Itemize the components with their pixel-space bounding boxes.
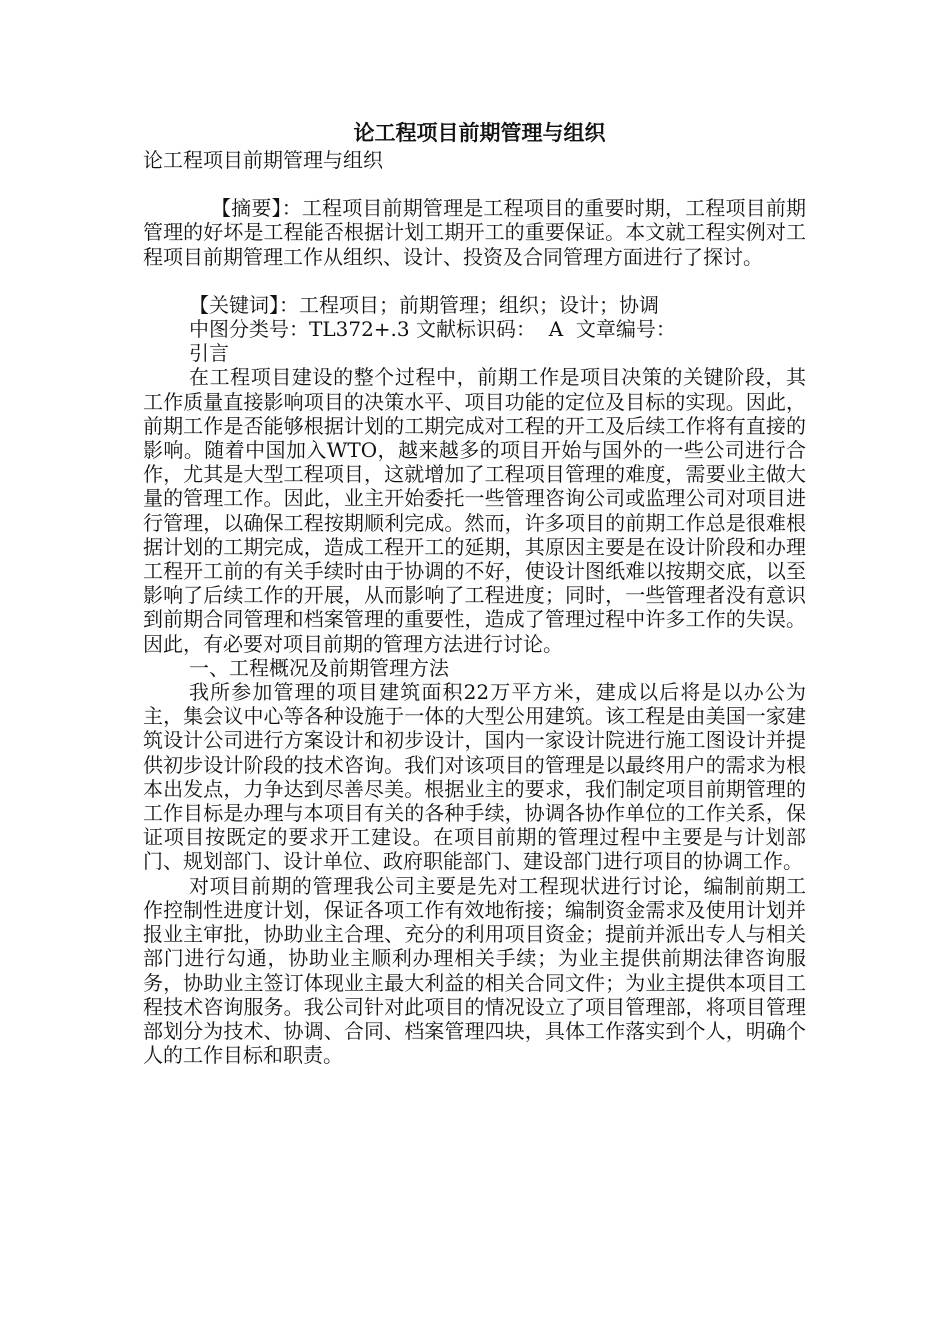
section1-paragraph-2: 对项目前期的管理我公司主要是先对工程现状进行讨论，编制前期工作控制性进度计划，保证各项工作有效地衔接；编制资金需求及使用计划并报业主审批，协助业主合理、充分的利用项目资金；提前并派出专人与相关部门进行勾通，协助业主顺利办理相关手续；为业主提供前期法律咨询服务，协助业主签订体现业主最大利益的相关合同文件；为业主提供本项目工程技术咨询服务。我公司针对此项目的情况设立了项目管理部，将项目管理部划分为技术、协调、合同、档案管理四块，具体工作落实到个人，明确个人的工作目标和职责。 — [143, 873, 806, 1068]
spacer — [143, 172, 806, 196]
section1-heading: 一、工程概况及前期管理方法 — [189, 655, 449, 680]
document-page — [143, 118, 806, 1067]
intro-heading: 引言 — [189, 341, 229, 366]
document-subtitle: 论工程项目前期管理与组织 — [143, 148, 383, 172]
intro-paragraph: 在工程项目建设的整个过程中，前期工作是项目决策的关键阶段，其工作质量直接影响项目的决策水平、项目功能的定位及目标的实现。因此，前期工作是否能够根据计划的工期完成对工程的开工及后续工作将有直接的影响。随着中国加入WTO，越来越多的项目开始与国外的一些公司进行合作，尤其是大型工程项目，这就增加了工程项目管理的难度，需要业主做大量的管理工作。因此，业主开始委托一些管理咨询公司或监理公司对项目进行管理，以确保工程按期顺利完成。然而，许多项目的前期工作总是很难根据计划的工期完成，造成工程开工的延期，其原因主要是在设计阶段和办理工程开工前的有关手续时由于协调的不好，使设计图纸难以按期交底，以至影响了后续工作的开展，从而影响了工程进度；同时，一些管理者没有意识到前期合同管理和档案管理的重要性，造成了管理过程中许多工作的失误。因此，有必要对项目前期的管理方法进行讨论。 — [143, 365, 806, 656]
document-title: 论工程项目前期管理与组织 — [353, 120, 606, 145]
classification-line: 中图分类号：TL372+.3 文献标识码： A 文章编号： — [189, 317, 676, 342]
keywords-line: 【关键词】：工程项目；前期管理；组织；设计；协调 — [189, 292, 659, 317]
abstract-paragraph: 【摘要】：工程项目前期管理是工程项目的重要时期，工程项目前期管理的好坏是工程能否根据计划工期开工的重要保证。本文就工程实例对工程项目前期管理工作从组织、设计、投资及合同管理方面进行了探讨。 — [143, 196, 806, 269]
spacer — [143, 269, 806, 293]
section1-paragraph-1: 我所参加管理的项目建筑面积22万平方米，建成以后将是以办公为主，集会议中心等各种设施于一体的大型公用建筑。该工程是由美国一家建筑设计公司进行方案设计和初步设计，国内一家设计院进行施工图设计并提供初步设计阶段的技术咨询。我们对该项目的管理是以最终用户的需求为根本出发点，力争达到尽善尽美。根据业主的要求，我们制定项目前期管理的工作目标是办理与本项目有关的各种手续，协调各协作单位的工作关系，保证项目按既定的要求开工建设。在项目前期的管理过程中主要是与计划部门、规划部门、设计单位、政府职能部门、建设部门进行项目的协调工作。 — [143, 680, 806, 874]
